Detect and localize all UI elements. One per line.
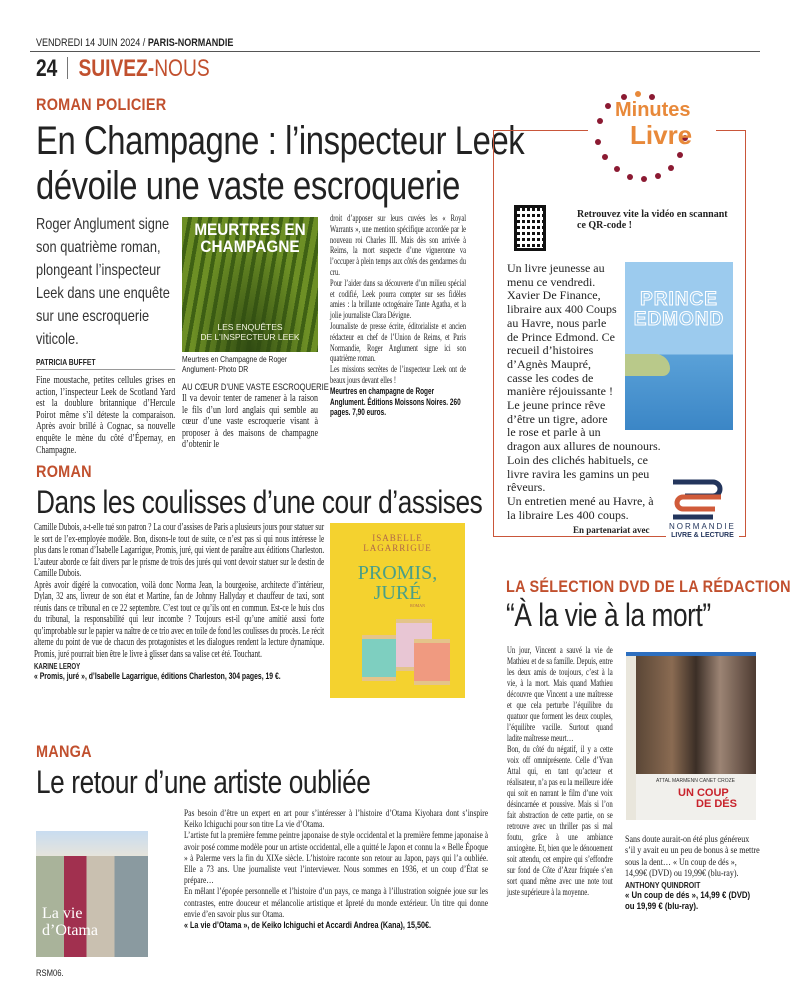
book-credit: « La vie d’Otama », de Keiko Ichiguchi et Accardi Andrea (Kana), 15,50€. <box>184 920 432 932</box>
author-byline: KARINE LEROY <box>34 661 81 671</box>
dvd-cover-un-coup-de-des <box>626 652 756 820</box>
separator: / <box>142 37 146 49</box>
partner-label: En partenariat avec <box>568 525 655 535</box>
qr-text: Retrouvez vite la vidéo en scannant ce QR-code ! <box>577 209 728 231</box>
normandie-livre-logo-icon <box>669 477 727 521</box>
dvd-credit: « Un coup de dés », 14,99 € (DVD) ou 19,99 € (blu-ray). <box>625 890 751 913</box>
cover-title: PROMIS, <box>357 562 438 584</box>
spool-green <box>362 635 396 681</box>
cover-author: LAGARRIGUE <box>363 543 432 553</box>
cover-subtitle: DE L’INSPECTEUR LEEK <box>200 332 300 342</box>
paragraph: En mêlant l’épopée personnelle et l’histoire d’un pays, ce manga à l’illustration soignée joue sur les contrastes, entre douceur et mélancolie artistique et âpreté du monde extérieur. Un titre qui donne envie d’en savoir plus sur Otama. <box>184 886 488 920</box>
article1-col2-text <box>182 354 329 451</box>
page-number: 24 <box>36 55 58 82</box>
paragraph: Un livre jeunesse au menu ce vendredi. Xavier De Finance, libraire aux 400 Coups au Havre, nous parle de Prince Edmond. Ce recueil d’histoires d’Agnès Maupré, casse les codes de manière réjouissante ! Le jeune prince rêve d’être un tigre, adore le rose et parle à un dragon aux allures de nounours. Loin des clichés habituels, ce livre ravira les gamins un peu rêveurs. <box>507 261 661 495</box>
article-body-dvd-end: Sans doute aurait-on été plus généreux s’il y avait eu un peu de bonus à se mettre sous la dent… « Un coup de dés », 14,99€ (DVD) ou 19,99€ (blu-ray). <box>625 834 760 879</box>
photo-caption: Meurtres en Champagne de Roger Anglument- Photo DR <box>182 354 288 374</box>
kicker-roman-policier: ROMAN POLICIER <box>36 95 167 114</box>
partner-logo-text <box>666 523 739 540</box>
book-credit: Meurtres en champagne de Roger Anglument. Éditions Moissons Noires. 260 pages. 7,90 euros. <box>330 385 461 419</box>
divider <box>68 57 69 79</box>
cover-title: CHAMPAGNE <box>200 237 300 256</box>
box-body <box>507 262 733 523</box>
partner-subtitle: LIVRE & LECTURE <box>671 531 734 539</box>
headline-a-la-vie: “À la vie à la mort” <box>506 597 711 633</box>
partner-name: NORMANDIE <box>669 522 736 531</box>
cover-author: ISABELLE <box>372 533 423 543</box>
section-title-bold: SUIVEZ- <box>78 55 155 82</box>
logo-livre: Livre <box>630 120 693 150</box>
book-credit: « Promis, juré », d’Isabelle Lagarrigue, éditions Charleston, 304 pages, 19 €. <box>34 671 281 682</box>
kicker-dvd-selection: LA SÉLECTION DVD DE LA RÉDACTION <box>506 577 791 596</box>
book-cover-la-vie-d-otama <box>36 831 148 957</box>
paragraph: Un entretien mené au Havre, à la libraire Les 400 coups. <box>507 493 654 522</box>
headline-line: En Champagne : l’inspecteur Leek <box>36 119 525 163</box>
cover-title: EDMOND <box>633 309 725 330</box>
kicker-roman: ROMAN <box>36 462 92 481</box>
headline-coulisses: Dans les coulisses d’une cour d’assises <box>36 484 483 520</box>
spool-orange <box>414 639 450 685</box>
author-byline: PATRICIA BUFFET <box>36 357 96 367</box>
article-body: Fine moustache, petites cellules grises en action, l’inspecteur Leek de Scotland Yard est la doublure britannique d’Hercule Poirot même s’il déteste la comparaison. Après avoir brillé à Cognac, sa nouvelle enquête le mène du côté d’Épernay, en Champagne. <box>36 375 176 456</box>
paragraph: Les missions secrètes de l’inspecteur Leek ont de beaux jours devant elles ! <box>330 365 466 386</box>
book-cover-meurtres-en-champagne <box>182 217 318 352</box>
cover-title: La vie <box>42 905 83 922</box>
book-cover-prince-edmond <box>625 262 733 430</box>
headline-champagne <box>36 119 524 209</box>
article2-text <box>34 522 324 682</box>
article1-col2 <box>182 217 329 451</box>
article1-col1 <box>36 213 175 456</box>
cover-genre: ROMAN <box>410 603 425 608</box>
headline-line: dévoile une vaste escroquerie <box>36 164 460 208</box>
cover-title: d’Otama <box>42 922 98 939</box>
paragraph: droit d’apposer sur leurs cuvées les « Royal Warrants », une mention spécifique accordée par le nouveau roi Charles III. Mais dès son arrivée à Reims, la mort suspecte d’une vigneronne va l’occuper à plein temps aux côtés des gendarmes du cru. <box>330 214 466 278</box>
subhead: AU CŒUR D’UNE VASTE ESCROQUERIE <box>182 382 329 393</box>
cover-subtitle: LES ENQUÊTES <box>217 322 283 332</box>
rule <box>36 369 175 370</box>
cover-actors: ATTAL MARMENN CANET CROZE <box>656 778 735 784</box>
minutes-livre-logo <box>588 88 716 193</box>
paragraph: Après avoir digéré la convocation, voilà donc Norma Jean, la bourgeoise, architecte d’intérieur, Dylan, 32 ans, livreur de son état et Martine, fan de Johnny Hallyday et chauffeur de taxi, sont réunis dans ce tribunal en ce 22 septembre. C’est tout ce qu’ils ont en commun. Est-ce le huis clos du tribunal, la responsabilité qui leur incombe ? Toujours est-il qu’une amitié aussi forte qu’improbable sur le papier va naître de ce trio avec en toile de fond les coulisses du procès. Le récit alterne du point de vue de chacun des protagonistes et les dialogues rendent la lecture dynamique. Promis, juré pourrait bien être le livre à glisser dans sa valise cet été. Touchant. <box>34 579 325 660</box>
section-header <box>36 55 210 83</box>
kicker-manga: MANGA <box>36 742 92 761</box>
cover-title: UN COUP <box>678 787 729 799</box>
book-cover-promis-jure <box>330 523 465 698</box>
paragraph: Pour l’aider dans sa découverte d’un milieu spécial et codifié, Leek pourra compter sur ses fidèles amies : la brillante octogénaire Tante Agatha, et la jolie journaliste Clara Dévigne. <box>330 278 466 322</box>
paragraph: L’artiste fut la première femme peintre japonaise de style occidental et la première femme japonaise à avoir posé comme modèle pour un artiste occidental, elle a quitté le Japon et connu la « Belle Époque » à Palerme vers la fin du XIXe siècle. L’histoire raconte son retour au Japon, pays qui l’a oubliée. Elle a 73 ans. Une journaliste veut l’interviewer. Nous sommes en 1936, et un coup d’État se prépare… <box>184 830 488 887</box>
paragraph: Pas besoin d’être un expert en art pour s’intéresser à l’histoire d’Otama Kiyohara dont s’inspire Keiko Ichiguchi pour son titre La vie d’Otama. <box>184 808 488 831</box>
page-dateline <box>36 37 233 49</box>
footer-code: RSM06. <box>36 968 64 978</box>
cover-title: JURÉ <box>373 582 422 604</box>
article3-end <box>625 834 760 912</box>
article-body <box>184 808 488 931</box>
cover-title: PRINCE <box>640 289 718 310</box>
section-title-light: NOUS <box>154 55 210 82</box>
article-body <box>507 645 613 898</box>
paragraph: Bon, du côté du négatif, il y a cette voix off omniprésente. Celle d’Yvan Attal qui, en tant qu’acteur et réalisateur, n’a pas eu la meilleure idée qui soit en narrant le film d’une voix désincarnée et poussive. Mais si l’on fait abstraction de cette partie, on se retrouve avec un thriller pas si mal foutu, grâce à une ambiance anxiogène. Et, bien que le dénouement soit attendu, cet empire qui s’effondre sur fond de Côte d’Azur friquée s’en sort quand même avec une note tout juste supérieure à la moyenne. <box>507 744 613 897</box>
article-body: Il va devoir tenter de ramener à la raison le fils d’un lord anglais qui semble au cœur d’une vaste escroquerie visant à proposer à des maisons de champagne d’obtenir le <box>182 393 318 451</box>
lead-text: Roger Anglument signe son quatrième roman, plongeant l’inspecteur Leek dans une enquête sur une escroquerie viticole. <box>36 216 170 348</box>
header-rule <box>30 51 760 52</box>
island-illustration <box>625 354 670 376</box>
paper-name: PARIS-NORMANDIE <box>147 37 234 49</box>
cover-title: DE DÉS <box>696 798 737 810</box>
author-byline: ANTHONY QUINDROIT <box>625 880 701 891</box>
cover-title: MEURTRES EN <box>194 220 306 239</box>
paragraph: Journaliste de presse écrite, éditorialiste et ancien rédacteur en chef de l’Union de Reims, et Paris Normandie, Roger Anglument signe ici son quatrième roman. <box>330 321 466 365</box>
article-body-col3 <box>330 214 466 419</box>
date: VENDREDI 14 JUIN 2024 <box>36 37 141 49</box>
paragraph: Camille Dubois, a-t-elle tué son patron ? La cour d’assises de Paris a plusieurs jours pour statuer sur le sort de l’ex-employée modèle. Bon, disons-le tout de suite, ce n’est pas si qui nous intéresse le plus dans le roman d’Isabelle Lagarrigue, Promis, juré, qui vient de paraître aux éditions Charleston. L’auteur aborde ce fait divers par le prisme de trois des jurés qui vont devoir statuer sur le destin de Camille Dubois. <box>34 522 325 579</box>
headline-artiste-oubliee: Le retour d’une artiste oubliée <box>36 764 371 800</box>
paragraph: Un jour, Vincent a sauvé la vie de Mathieu et de sa famille. Depuis, entre les deux amis de toujours, c’est à la vie, à la mort. Mais quand Mathieu découvre que Vincent a une maîtresse et que cela perturbe l’équilibre du quatuor que forment les deux couples, l’équilibre vacille. Surtout quand ladite maîtresse meurt… <box>507 645 613 743</box>
logo-minutes: Minutes <box>615 99 691 121</box>
normandie-livre-logo <box>669 477 731 523</box>
qr-code[interactable] <box>514 205 546 251</box>
